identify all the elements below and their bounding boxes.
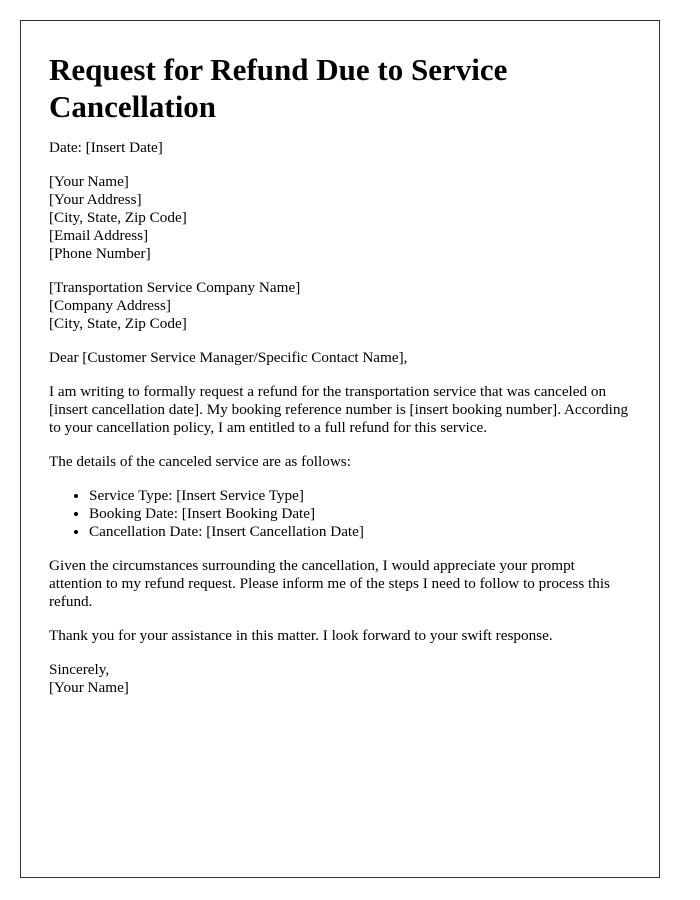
recipient-address: [Company Address] [49, 297, 171, 314]
body-paragraph-1: I am writing to formally request a refund for the transportation service that was canceled on [insert cancellation date]. My booking reference number is [insert booking number]. According to your cancellation policy, I am entitled to a full refund for this service. [49, 383, 629, 436]
closing: Sincerely, [49, 661, 110, 678]
letter-title: Request for Refund Due to Service Cancellation [49, 52, 508, 124]
sender-phone: [Phone Number] [49, 245, 151, 262]
date-line: Date: [Insert Date] [49, 139, 163, 156]
recipient-block [49, 279, 631, 333]
closing-block [49, 661, 631, 697]
sender-email: [Email Address] [49, 227, 149, 244]
recipient-company: [Transportation Service Company Name] [49, 279, 301, 296]
sender-name: [Your Name] [49, 173, 129, 190]
details-intro: The details of the canceled service are as follows: [49, 453, 351, 470]
body-paragraph-2: Given the circumstances surrounding the cancellation, I would appreciate your prompt attention to my refund request. Please inform me of the steps I need to follow to process this refund. [49, 557, 610, 610]
detail-service-type: • Service Type: [Insert Service Type] [89, 487, 631, 505]
letter-page [20, 20, 660, 878]
sender-block [49, 173, 631, 263]
detail-cancellation-date: • Cancellation Date: [Insert Cancellation Date] [89, 523, 631, 541]
salutation: Dear [Customer Service Manager/Specific Contact Name], [49, 349, 408, 366]
body-paragraph-3: Thank you for your assistance in this matter. I look forward to your swift response. [49, 627, 553, 644]
recipient-city: [City, State, Zip Code] [49, 315, 187, 332]
signature: [Your Name] [49, 679, 129, 696]
sender-city: [City, State, Zip Code] [49, 209, 187, 226]
sender-address: [Your Address] [49, 191, 142, 208]
details-list [49, 487, 631, 541]
detail-booking-date: • Booking Date: [Insert Booking Date] [89, 505, 631, 523]
